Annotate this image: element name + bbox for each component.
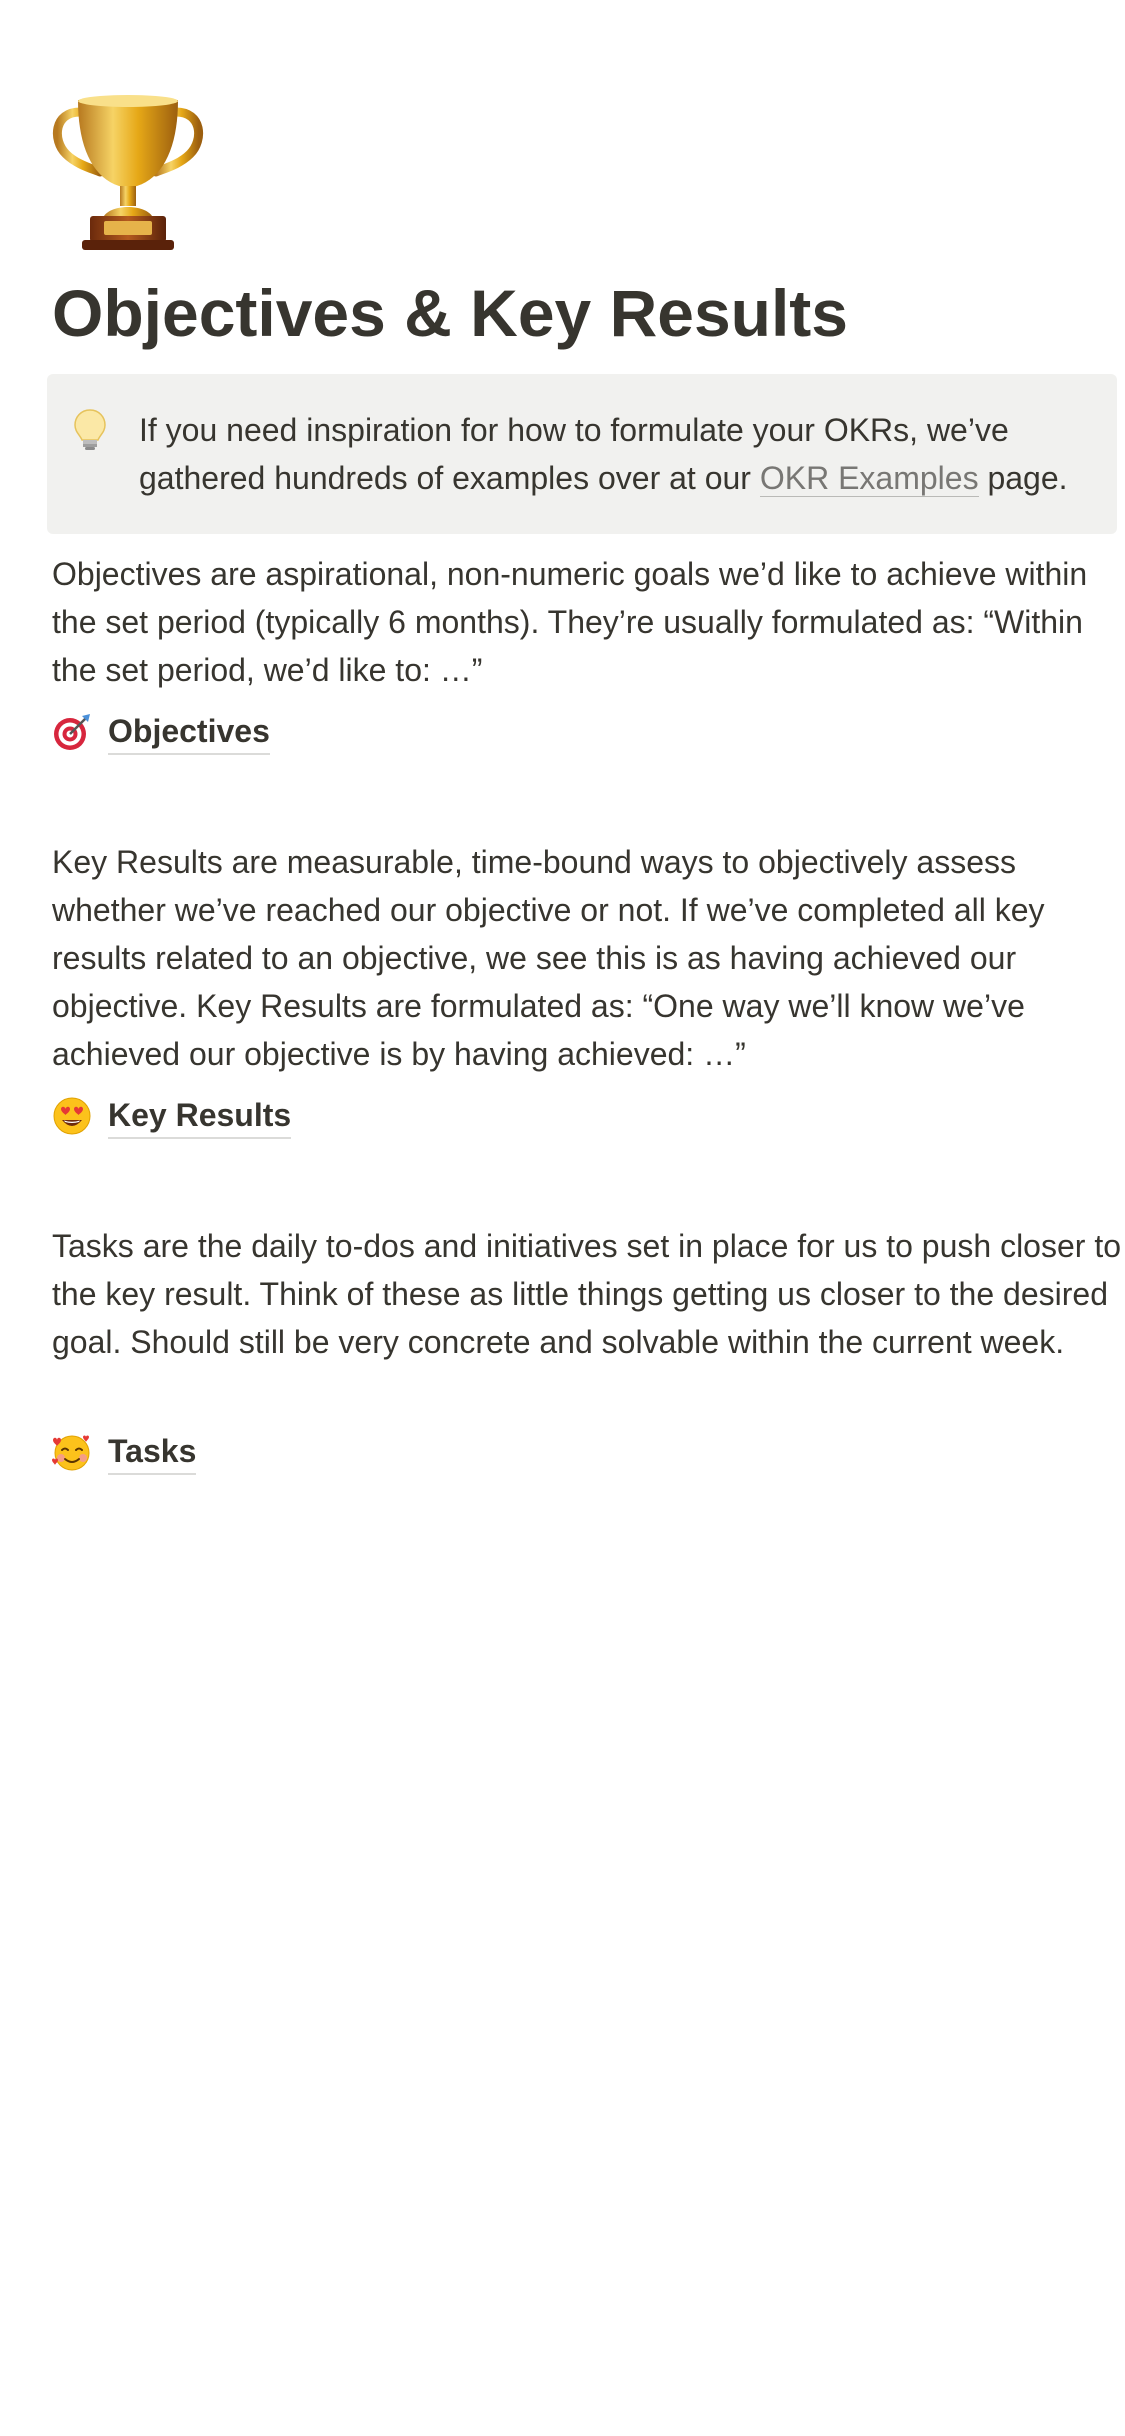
okr-examples-link[interactable]: OKR Examples — [759, 460, 979, 496]
light-bulb-icon — [73, 408, 107, 452]
callout-text-after: page. — [978, 460, 1068, 496]
objectives-page-link[interactable] — [52, 708, 270, 756]
key-results-description: Key Results are measurable, time-bound ways to objectively assess whether we’ve reached our objective or not. If we’ve completed all key results related to an objective, we see this is as having achieved our objective. Key Results are formulated as: “One way we’ll know we’ve achieved our objective is by having achieved: …” — [52, 844, 1045, 1072]
tasks-description: Tasks are the daily to-dos and initiatives set in place for us to push closer to the key result. Think of these as little things getting us closer to the desired goal. Should still be very concrete and solvable within the current week. — [52, 1228, 1121, 1360]
trophy-icon[interactable] — [52, 92, 204, 252]
callout-text-before: If you need inspiration for how to formulate your OKRs, we’ve gathered hundreds of examples over at our — [139, 412, 1009, 496]
page-title: Objectives & Key Results — [52, 276, 848, 350]
objectives-description: Objectives are aspirational, non-numeric goals we’d like to achieve within the set period (typically 6 months). They’re usually formulated as: “Within the set period, we’d like to: …” — [52, 556, 1088, 688]
callout — [47, 374, 1117, 534]
heart-eyes-face-icon — [52, 1096, 92, 1136]
tasks-page-link[interactable] — [52, 1428, 196, 1476]
smiling-face-with-hearts-icon — [52, 1432, 92, 1472]
objectives-link-label: Objectives — [108, 709, 270, 755]
tasks-link-label: Tasks — [108, 1429, 196, 1475]
callout-text — [139, 406, 1099, 502]
direct-hit-icon — [52, 712, 92, 752]
key-results-link-label: Key Results — [108, 1093, 291, 1139]
key-results-page-link[interactable] — [52, 1092, 291, 1140]
